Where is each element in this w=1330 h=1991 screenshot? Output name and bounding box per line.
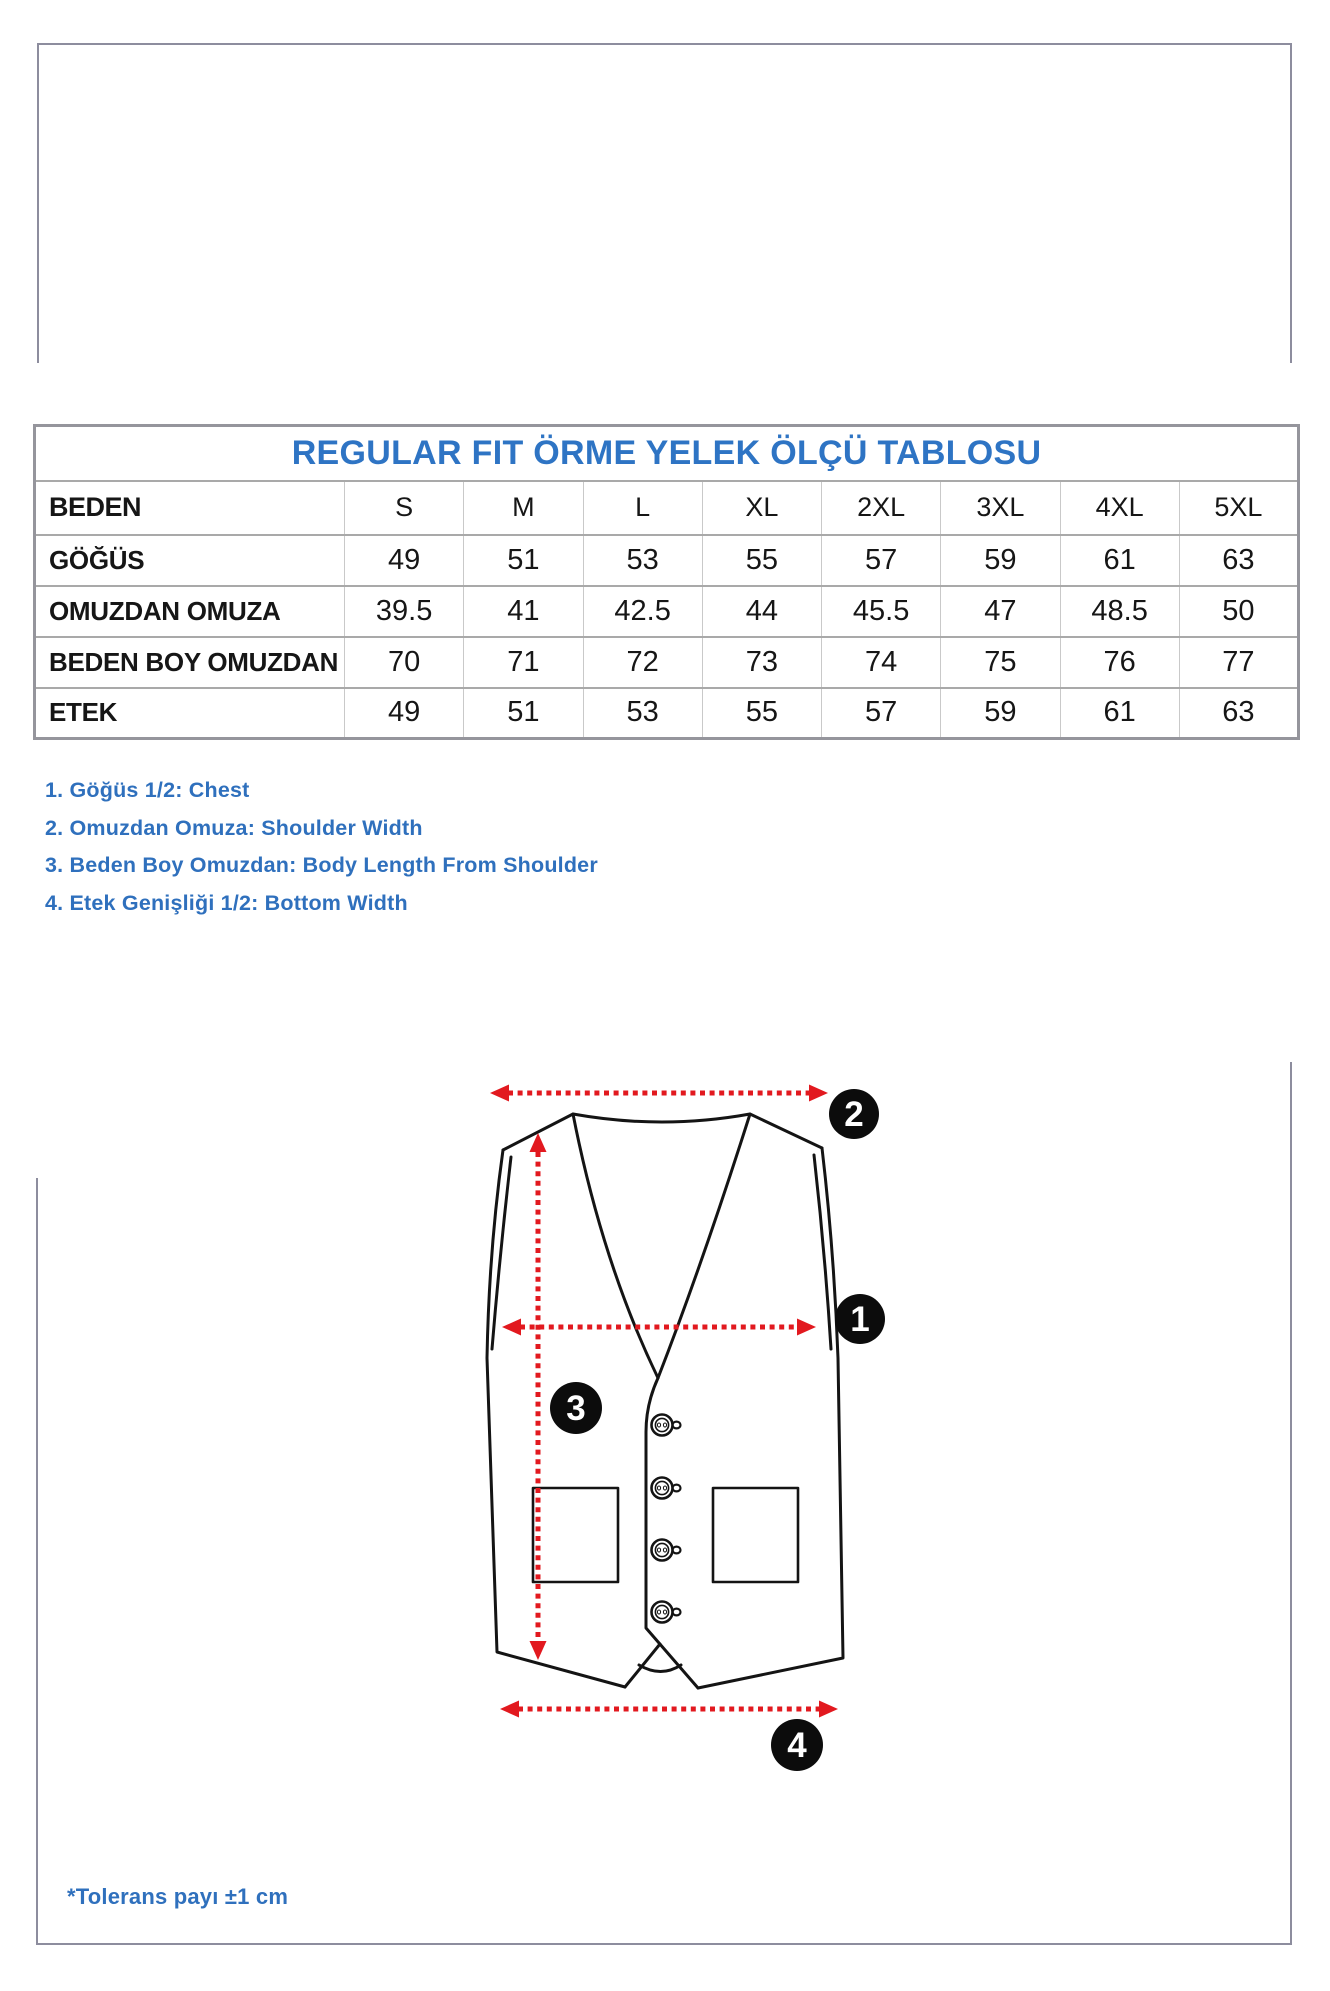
marker-3-label: 3 xyxy=(566,1389,586,1428)
size-table-header-row xyxy=(35,481,1299,535)
button xyxy=(652,1540,681,1561)
measurement-value-cell: 74 xyxy=(822,637,941,688)
vest-buttons xyxy=(652,1415,681,1623)
button xyxy=(652,1602,681,1623)
vest-left-armhole-seam xyxy=(492,1157,511,1349)
arrowhead xyxy=(490,1085,509,1102)
marker-4-label: 4 xyxy=(787,1726,807,1765)
vest-left-pocket xyxy=(533,1488,618,1582)
measurement-value-cell: 51 xyxy=(464,535,583,586)
size-table-body xyxy=(35,426,1299,739)
vest-right-armhole-seam xyxy=(814,1155,831,1349)
measurement-value-cell: 42.5 xyxy=(583,586,702,637)
arrowhead xyxy=(502,1319,521,1336)
measurement-row xyxy=(35,535,1299,586)
vest-back-hem-arc xyxy=(639,1665,681,1672)
measurement-value-cell: 53 xyxy=(583,688,702,739)
measurement-value-cell: 45.5 xyxy=(822,586,941,637)
top-frame-border xyxy=(37,43,1292,363)
legend-item: 4. Etek Genişliği 1/2: Bottom Width xyxy=(45,890,408,915)
arrowhead xyxy=(500,1701,519,1718)
size-column-header: XL xyxy=(702,481,821,535)
measurement-value-cell: 77 xyxy=(1179,637,1298,688)
measurement-row xyxy=(35,586,1299,637)
marker-1-label: 1 xyxy=(850,1300,870,1339)
measurement-row xyxy=(35,637,1299,688)
size-column-header: 2XL xyxy=(822,481,941,535)
measurement-row xyxy=(35,688,1299,739)
vest-diagram xyxy=(440,1040,920,1800)
tolerance-footnote: *Tolerans payı ±1 cm xyxy=(67,1884,289,1909)
measurement-row-label: BEDEN BOY OMUZDAN xyxy=(35,637,345,688)
measurement-value-cell: 57 xyxy=(822,688,941,739)
measurement-value-cell: 61 xyxy=(1060,688,1179,739)
measurement-value-cell: 59 xyxy=(941,535,1060,586)
measurement-row-label: OMUZDAN OMUZA xyxy=(35,586,345,637)
measurement-value-cell: 71 xyxy=(464,637,583,688)
measurement-legend xyxy=(45,772,598,922)
vest-top-edge xyxy=(503,1114,822,1150)
measurement-value-cell: 72 xyxy=(583,637,702,688)
arrowhead xyxy=(530,1641,547,1660)
measurement-value-cell: 63 xyxy=(1179,535,1298,586)
size-column-header: M xyxy=(464,481,583,535)
measurement-value-cell: 39.5 xyxy=(345,586,464,637)
measurement-value-cell: 73 xyxy=(702,637,821,688)
measurement-value-cell: 49 xyxy=(345,688,464,739)
size-column-header: 5XL xyxy=(1179,481,1298,535)
measurement-value-cell: 44 xyxy=(702,586,821,637)
measurement-value-cell: 48.5 xyxy=(1060,586,1179,637)
measurement-value-cell: 47 xyxy=(941,586,1060,637)
size-table-title-row xyxy=(35,426,1299,481)
marker-2-label: 2 xyxy=(844,1095,864,1134)
measurement-value-cell: 75 xyxy=(941,637,1060,688)
legend-item: 2. Omuzdan Omuza: Shoulder Width xyxy=(45,815,423,840)
size-column-header: 4XL xyxy=(1060,481,1179,535)
right-frame-border-segment xyxy=(1290,1062,1292,1180)
arrowhead xyxy=(819,1701,838,1718)
size-table-title: REGULAR FIT ÖRME YELEK ÖLÇÜ TABLOSU xyxy=(291,433,1042,472)
arrowhead xyxy=(809,1085,828,1102)
size-column-header: L xyxy=(583,481,702,535)
measurement-value-cell: 61 xyxy=(1060,535,1179,586)
button xyxy=(652,1478,681,1499)
measurement-value-cell: 55 xyxy=(702,535,821,586)
measurement-row-label: GÖĞÜS xyxy=(35,535,345,586)
button xyxy=(652,1415,681,1436)
measurement-value-cell: 59 xyxy=(941,688,1060,739)
measurement-value-cell: 49 xyxy=(345,535,464,586)
measurement-value-cell: 55 xyxy=(702,688,821,739)
measurement-row-label: ETEK xyxy=(35,688,345,739)
measurement-value-cell: 63 xyxy=(1179,688,1298,739)
measurement-value-cell: 76 xyxy=(1060,637,1179,688)
size-column-header: S xyxy=(345,481,464,535)
measurement-value-cell: 53 xyxy=(583,535,702,586)
legend-item: 1. Göğüs 1/2: Chest xyxy=(45,778,250,802)
measurement-value-cell: 41 xyxy=(464,586,583,637)
vest-left-lapel xyxy=(573,1114,658,1378)
size-column-header: 3XL xyxy=(941,481,1060,535)
vest-right-pocket xyxy=(713,1488,798,1582)
measurement-value-cell: 50 xyxy=(1179,586,1298,637)
dimension-markers xyxy=(550,1089,885,1771)
legend-item: 3. Beden Boy Omuzdan: Body Length From Shoulder xyxy=(45,853,598,877)
measurement-value-cell: 70 xyxy=(345,637,464,688)
arrowhead xyxy=(797,1319,816,1336)
measurement-value-cell: 57 xyxy=(822,535,941,586)
size-table xyxy=(33,424,1300,740)
size-table-header-label: BEDEN xyxy=(35,481,345,535)
measurement-value-cell: 51 xyxy=(464,688,583,739)
